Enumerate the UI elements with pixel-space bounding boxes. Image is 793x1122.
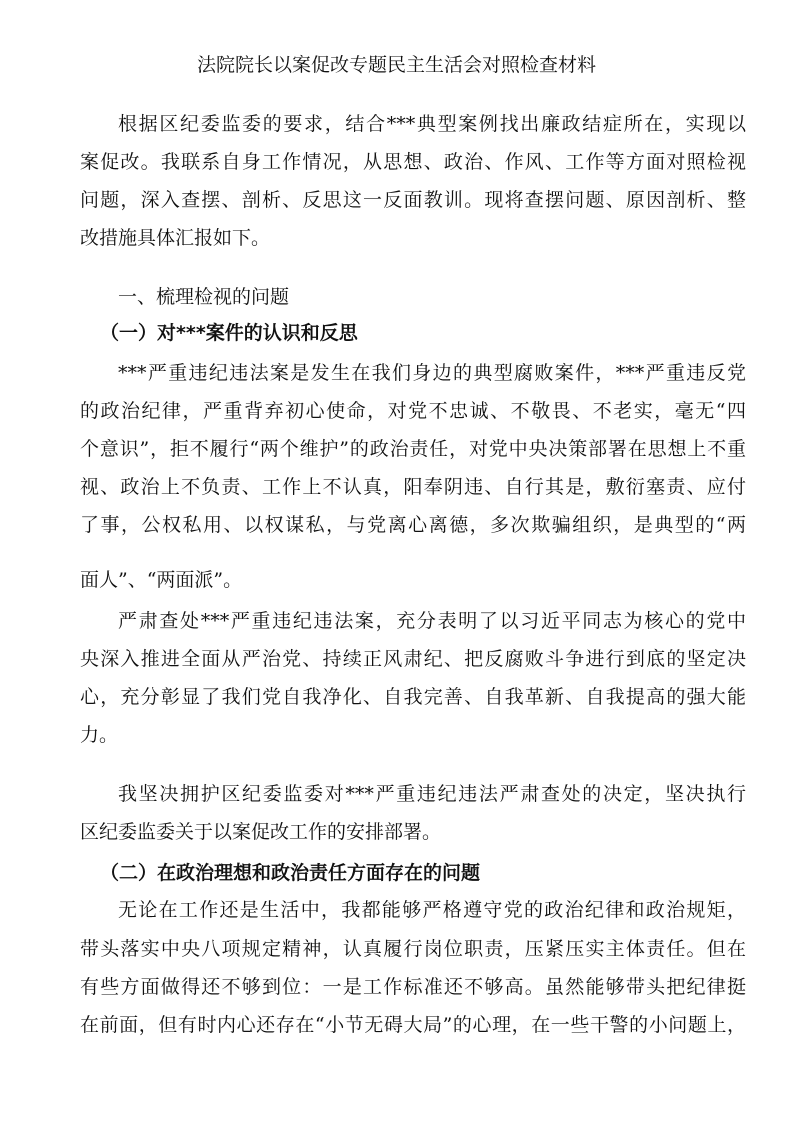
paragraph-line: 了事，公权私用、以权谋私，与党离心离德，多次欺骗组织，是典型的“两 [80,514,746,536]
paragraph-line: 力。 [80,724,119,746]
paragraph-line: 问题，深入查摆、剖析、反思这一反面教训。现将查摆问题、原因剖析、整 [80,189,746,211]
document-title: 法院院长以案促改专题民主生活会对照检查材料 [196,54,596,76]
paragraph-line: 心，充分彰显了我们党自我净化、自我完善、自我革新、自我提高的强大能 [80,686,746,708]
paragraph-line: 的政治纪律，严重背弃初心使命，对党不忠诚、不敬畏、不老实，毫无“四 [80,400,746,422]
paragraph-line: ***严重违纪违法案是发生在我们身边的典型腐败案件，***严重违反党 [118,362,746,384]
paragraph-line: 严肃查处***严重违纪违法案，充分表明了以习近平同志为核心的党中 [118,610,746,632]
paragraph-line: 视、政治上不负责、工作上不认真，阳奉阴违、自行其是，敷衍塞责、应付 [80,476,746,498]
paragraph-line: 带头落实中央八项规定精神，认真履行岗位职责，压紧压实主体责任。但在 [80,938,746,960]
paragraph-line: 我坚决拥护区纪委监委对***严重违纪违法严肃查处的决定，坚决执行 [118,783,746,805]
paragraph-line: 无论在工作还是生活中，我都能够严格遵守党的政治纪律和政治规矩， [118,899,746,921]
subsection-heading: （一）对***案件的认识和反思 [100,322,358,344]
section-heading: 一、梳理检视的问题 [118,286,290,308]
paragraph-line: 央深入推进全面从严治党、持续正风肃纪、把反腐败斗争进行到底的坚定决 [80,648,746,670]
paragraph-line: 面人”、“两面派”。 [80,569,243,591]
subsection-heading: （二）在政治理想和政治责任方面存在的问题 [100,862,481,884]
paragraph-line: 案促改。我联系自身工作情况，从思想、政治、作风、工作等方面对照检视 [80,151,746,173]
paragraph-line: 在前面，但有时内心还存在“小节无碍大局”的心理，在一些干警的小问题上， [80,1014,746,1036]
paragraph-line: 根据区纪委监委的要求，结合***典型案例找出廉政结症所在，实现以 [118,113,746,135]
paragraph-line: 个意识”，拒不履行“两个维护”的政治责任，对党中央决策部署在思想上不重 [80,438,746,460]
paragraph-line: 改措施具体汇报如下。 [80,227,271,249]
paragraph-line: 有些方面做得还不够到位：一是工作标准还不够高。虽然能够带头把纪律挺 [80,976,746,998]
paragraph-line: 区纪委监委关于以案促改工作的安排部署。 [80,821,442,843]
